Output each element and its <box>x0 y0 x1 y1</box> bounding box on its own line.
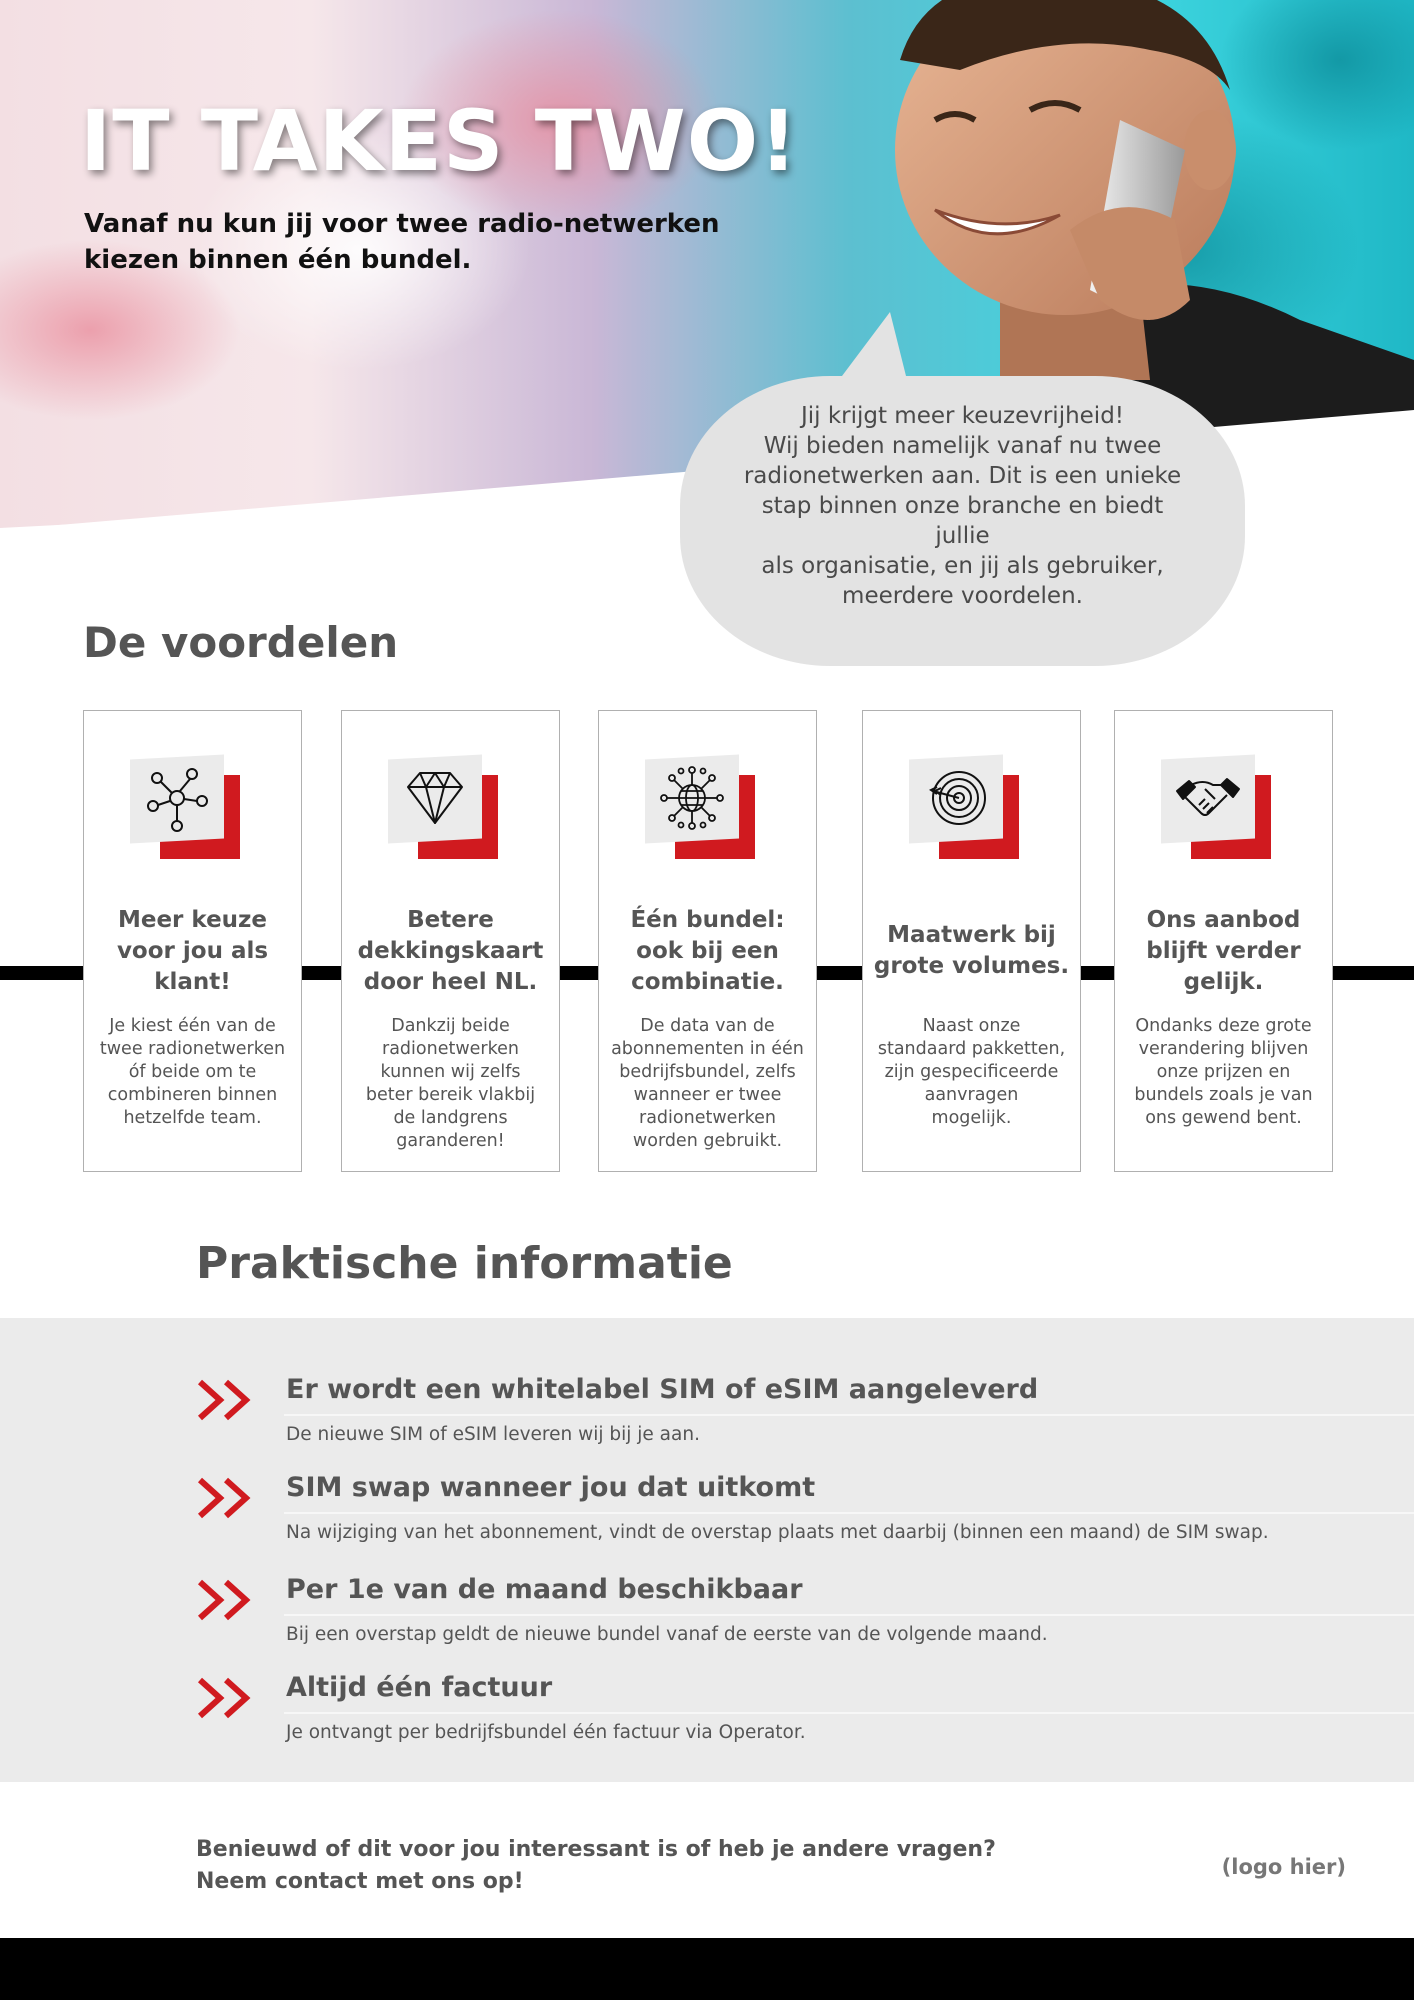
network-nodes-icon <box>140 761 214 835</box>
contact-line: Benieuwd of dit voor jou interessant is of heb je andere vragen? <box>196 1837 996 1862</box>
card-desc-line: worden gebruikt. <box>632 1131 783 1151</box>
card-title-line: Maatwerk bij <box>887 922 1056 948</box>
card-icon-badge <box>909 757 1019 861</box>
info-item-title: Altijd één factuur <box>286 1672 553 1703</box>
info-item <box>0 1574 1414 1654</box>
info-item <box>0 1672 1414 1752</box>
double-chevron-right-icon <box>196 1378 256 1422</box>
card-description <box>96 1015 289 1130</box>
info-heading: Praktische informatie <box>196 1238 733 1289</box>
card-desc-line: garanderen! <box>396 1131 505 1151</box>
card-title-line: Meer keuze <box>117 906 268 933</box>
hero-subtitle <box>84 206 724 278</box>
benefit-card <box>862 710 1081 1172</box>
card-desc-line: wanneer er twee <box>633 1085 782 1105</box>
card-desc-line: Je kiest één van de <box>109 1016 276 1036</box>
double-chevron-right-icon <box>196 1578 256 1622</box>
benefit-card <box>598 710 817 1172</box>
card-icon-badge <box>388 757 498 861</box>
info-item-title: Er wordt een whitelabel SIM of eSIM aangeleverd <box>286 1374 1039 1405</box>
card-desc-line: abonnementen in één <box>611 1039 804 1059</box>
card-title-line: klant! <box>154 968 231 995</box>
contact-line: Neem contact met ons op! <box>196 1869 524 1894</box>
card-desc-line: Dankzij beide <box>391 1016 510 1036</box>
card-description <box>354 1015 547 1153</box>
card-desc-line: hetzelfde team. <box>123 1108 262 1128</box>
card-desc-line: bundels zoals je van <box>1134 1085 1313 1105</box>
card-title-line: ook bij een <box>636 937 779 964</box>
card-title <box>607 903 808 999</box>
target-icon <box>919 761 993 835</box>
info-item-title: SIM swap wanneer jou dat uitkomt <box>286 1472 816 1503</box>
benefits-heading: De voordelen <box>83 618 399 667</box>
info-item <box>0 1374 1414 1454</box>
card-desc-line: mogelijk. <box>931 1108 1012 1128</box>
card-description <box>1127 1015 1320 1130</box>
contact-text <box>196 1834 996 1898</box>
card-desc-line: Ondanks deze grote <box>1135 1016 1312 1036</box>
card-title-line: combinatie. <box>631 968 784 995</box>
card-desc-line: verandering blijven <box>1138 1039 1309 1059</box>
benefit-card <box>83 710 302 1172</box>
card-desc-line: De data van de <box>640 1016 775 1036</box>
card-title <box>1123 903 1324 999</box>
globe-network-icon <box>655 761 729 835</box>
card-title <box>350 903 551 999</box>
card-title <box>871 903 1072 999</box>
card-desc-line: onze prijzen en <box>1156 1062 1291 1082</box>
card-desc-line: radionetwerken <box>639 1108 776 1128</box>
card-desc-line: aanvragen <box>924 1085 1019 1105</box>
bubble-line: Wij bieden namelijk vanaf nu twee <box>763 433 1162 459</box>
info-item-divider <box>284 1512 1414 1514</box>
card-desc-line: beter bereik vlakbij <box>365 1085 536 1105</box>
card-title <box>92 903 293 999</box>
info-item-divider <box>284 1712 1414 1714</box>
info-item-title: Per 1e van de maand beschikbaar <box>286 1574 803 1605</box>
info-item-description: Je ontvangt per bedrijfsbundel één factuur via Operator. <box>286 1722 806 1743</box>
card-title-line: dekkingskaart <box>357 937 544 964</box>
double-chevron-right-icon <box>196 1676 256 1720</box>
card-title-line: grote volumes. <box>873 953 1070 979</box>
footer-bar <box>0 1938 1414 2000</box>
bubble-line: stap binnen onze branche en biedt jullie <box>761 493 1164 549</box>
bubble-line: als organisatie, en jij als gebruiker, <box>761 553 1164 579</box>
card-desc-line: óf beide om te <box>128 1062 257 1082</box>
bubble-line: meerdere voordelen. <box>842 583 1083 609</box>
card-desc-line: bedrijfsbundel, zelfs <box>619 1062 796 1082</box>
diamond-icon <box>398 761 472 835</box>
card-desc-line: standaard pakketten, <box>877 1039 1066 1059</box>
benefit-card <box>1114 710 1333 1172</box>
card-title-line: voor jou als <box>116 937 269 964</box>
card-title-line: gelijk. <box>1183 968 1264 995</box>
card-title-line: blijft verder <box>1146 937 1301 964</box>
card-desc-line: combineren binnen <box>107 1085 278 1105</box>
card-desc-line: twee radionetwerken <box>99 1039 286 1059</box>
card-description <box>611 1015 804 1153</box>
bubble-line: Jij krijgt meer keuzevrijheid! <box>800 403 1125 429</box>
card-title-line: Betere <box>407 906 494 933</box>
card-title-line: door heel NL. <box>363 968 538 995</box>
info-item-divider <box>284 1414 1414 1416</box>
card-desc-line: de landgrens <box>393 1108 508 1128</box>
hero-subtitle-line: kiezen binnen één bundel. <box>84 245 472 275</box>
hero-subtitle-line: Vanaf nu kun jij voor twee radio-netwerken <box>84 209 720 239</box>
card-desc-line: Naast onze <box>922 1016 1021 1036</box>
card-title-line: Ons aanbod <box>1146 906 1301 933</box>
hero-title: IT TAKES TWO! <box>80 92 799 190</box>
handshake-icon <box>1171 761 1245 835</box>
bubble-line: radionetwerken aan. Dit is een unieke <box>743 463 1182 489</box>
card-desc-line: zijn gespecificeerde <box>884 1062 1059 1082</box>
info-item <box>0 1472 1414 1552</box>
info-item-description: Na wijziging van het abonnement, vindt de overstap plaats met daarbij (binnen een maand) de SIM swap. <box>286 1522 1269 1543</box>
info-item-description: Bij een overstap geldt de nieuwe bundel vanaf de eerste van de volgende maand. <box>286 1624 1048 1645</box>
benefit-card <box>341 710 560 1172</box>
card-desc-line: radionetwerken <box>382 1039 519 1059</box>
info-item-divider <box>284 1614 1414 1616</box>
card-desc-line: ons gewend bent. <box>1145 1108 1302 1128</box>
card-desc-line: kunnen wij zelfs <box>380 1062 521 1082</box>
card-icon-badge <box>1161 757 1271 861</box>
speech-bubble-text <box>740 401 1185 611</box>
card-title-line: Één bundel: <box>630 906 785 933</box>
info-item-description: De nieuwe SIM of eSIM leveren wij bij je aan. <box>286 1424 700 1445</box>
card-description <box>875 1015 1068 1130</box>
speech-bubble <box>680 376 1245 666</box>
double-chevron-right-icon <box>196 1476 256 1520</box>
card-icon-badge <box>130 757 240 861</box>
logo-placeholder: (logo hier) <box>1221 1855 1346 1879</box>
card-icon-badge <box>645 757 755 861</box>
